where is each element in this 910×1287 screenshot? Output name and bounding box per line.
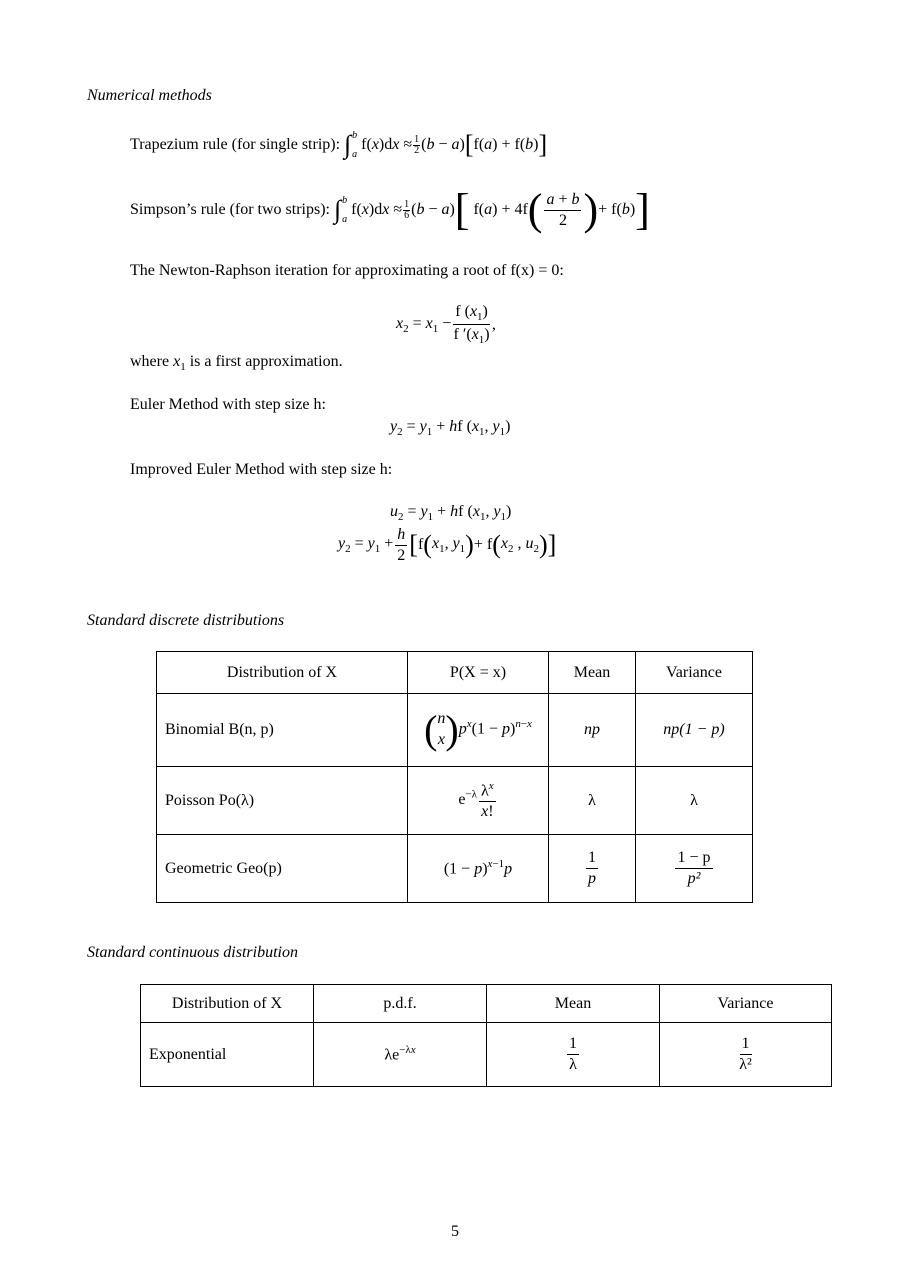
header-distribution: Distribution of X	[157, 652, 408, 694]
exponential-name: Exponential	[141, 1023, 314, 1087]
header-distribution: Distribution of X	[141, 985, 314, 1023]
euler-formula: $y_2 = y_1$ + hf ($x_1$, $y_1$)	[390, 418, 511, 439]
improved-euler-formula-2: $y_2 = y_1$ + $\frac{h}{2}$ [ f ( $x_1$, $y_1$ ) + f ( $x_2$ , $u_2$ ) ]	[338, 526, 557, 564]
continuous-distribution-heading: Standard continuous distribution	[87, 944, 298, 961]
numerical-methods-heading: Numerical methods	[87, 87, 212, 104]
exponential-variance: $\frac{1}{\text{λ²}}$	[660, 1023, 832, 1087]
improved-euler-label: Improved Euler Method with step size h:	[130, 461, 393, 478]
header-variance: Variance	[660, 985, 832, 1023]
exponential-mean: $\frac{1}{\lambda}$	[487, 1023, 660, 1087]
poisson-name: Poisson Po(λ)	[157, 767, 408, 835]
poisson-pmf: $e^{-\lambda}$ $\frac{\lambda^x}{x!}$	[408, 767, 549, 835]
table-header-row	[141, 985, 832, 1023]
table-row-exponential	[141, 1023, 832, 1087]
trapezium-rule: Trapezium rule (for single strip): ∫ b a f(x)dx ≈ $\frac{1}{2}$ (b − a) [ f(a) + f(b) ]	[130, 130, 548, 160]
table-row-poisson	[157, 767, 753, 835]
discrete-distributions-heading: Standard discrete distributions	[87, 612, 285, 629]
improved-euler-formula-1: $u_2 = y_1$ + hf ($x_1$, $y_1$)	[390, 503, 512, 524]
simpson-label: Simpson’s rule (for two strips):	[130, 201, 334, 218]
poisson-variance: λ	[636, 767, 753, 835]
binomial-mean: np	[549, 694, 636, 767]
exponential-pdf: $\lambda e^{-\lambda x}$	[314, 1023, 487, 1087]
poisson-mean: λ	[549, 767, 636, 835]
where-text: where $x_1$ is a first approximation.	[130, 353, 343, 374]
header-pmf: P(X = x)	[408, 652, 549, 694]
binomial-variance: np(1 − p)	[636, 694, 753, 767]
binomial-pmf: ( n x ) $p^x(1 - p)^{n-x}$	[408, 694, 549, 767]
integral-sign: ∫ b a	[344, 130, 358, 160]
geometric-variance: $\frac{1 - p}{\text{p²}}$	[636, 835, 753, 903]
table-header-row	[157, 652, 753, 694]
binomial-name: Binomial B(n, p)	[157, 694, 408, 767]
geometric-mean: $\frac{1}{p}$	[549, 835, 636, 903]
discrete-distributions-table	[156, 651, 753, 903]
header-variance: Variance	[636, 652, 753, 694]
geometric-pmf: $(1 - p)^{x-1}p$	[408, 835, 549, 903]
header-pdf: p.d.f.	[314, 985, 487, 1023]
table-row-geometric	[157, 835, 753, 903]
trapezium-label: Trapezium rule (for single strip):	[130, 136, 345, 153]
header-mean: Mean	[549, 652, 636, 694]
header-mean: Mean	[487, 985, 660, 1023]
newton-raphson-formula: $x_2 = x_1$ − $\frac{f (x_1)}{f '(x_1)}$ ,	[396, 303, 496, 347]
newton-raphson-label: The Newton-Raphson iteration for approximating a root of f(x) = 0:	[130, 262, 564, 279]
table-row-binomial	[157, 694, 753, 767]
continuous-distribution-table	[140, 984, 832, 1087]
euler-label: Euler Method with step size h:	[130, 396, 326, 413]
simpson-rule: Simpson’s rule (for two strips): ∫ b a f(x)dx ≈ $\frac{1}{6}$ (b − a) [ f(a) + 4f ( $\frac{a + b}{2}$ ) + f(b) ]	[130, 185, 650, 234]
integral-sign: ∫ b a	[334, 195, 348, 225]
geometric-name: Geometric Geo(p)	[157, 835, 408, 903]
page-number: 5	[451, 1223, 459, 1240]
